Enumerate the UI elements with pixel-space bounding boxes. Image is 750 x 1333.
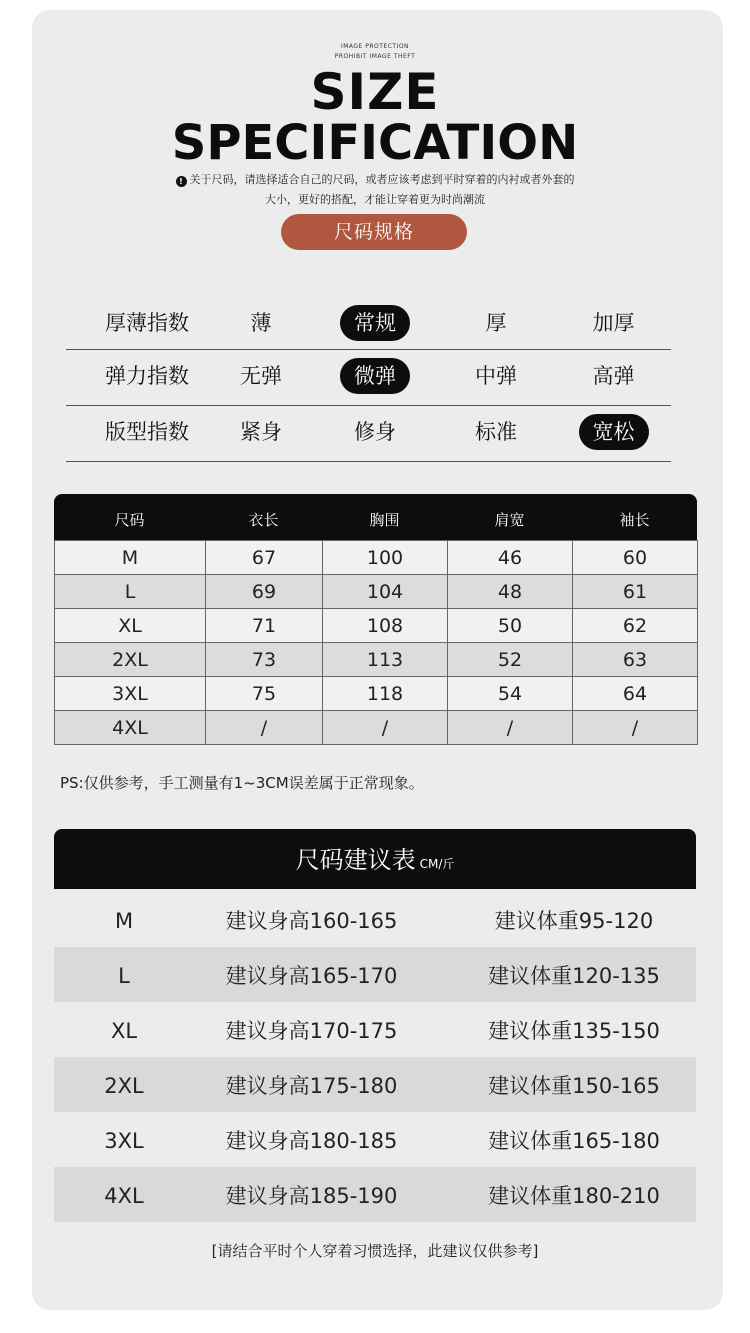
table-cell: 54 [448,677,573,710]
table-cell: 75 [206,677,323,710]
title-specification: SPECIFICATION [171,115,579,171]
index-option: 中弹 [475,364,517,388]
table-row [55,677,698,711]
table-cell: 建议身高160-165 [225,909,398,933]
size-table-header [54,494,697,540]
index-row-elasticity [66,350,671,406]
index-row-fit [66,406,671,462]
table-cell: 118 [323,677,448,710]
table-cell: 建议身高180-185 [225,1129,398,1153]
table-cell: 建议身高170-175 [225,1019,398,1043]
table-cell: 64 [573,677,698,710]
footer-note: [请结合平时个人穿着习惯选择，此建议仅供参考] [211,1242,539,1260]
index-option: 修身 [354,420,396,444]
table-row [54,947,696,1002]
table-cell: 建议体重95-120 [494,909,654,933]
table-row [54,1112,696,1167]
section-pill-size-spec: 尺码规格 [281,214,467,250]
table-cell: / [323,711,448,744]
column-header: 肩宽 [494,511,525,529]
table-cell: / [573,711,698,744]
index-option: 薄 [250,311,272,335]
recommend-table-header [54,829,696,889]
table-row [55,609,698,643]
recommend-title: 尺码建议表 [295,846,416,874]
table-cell: M [55,541,206,574]
table-cell: 63 [573,643,698,676]
table-cell: / [206,711,323,744]
table-cell: 3XL [104,1129,144,1153]
table-cell: 61 [573,575,698,608]
table-cell: L [55,575,206,608]
table-row [55,711,698,745]
image-protection-text [0,42,750,62]
table-row [54,1167,696,1222]
index-label: 厚薄指数 [105,311,189,335]
index-option: 无弹 [240,364,282,388]
recommend-table [54,892,696,1222]
table-cell: 104 [323,575,448,608]
table-cell: 4XL [104,1184,144,1208]
table-cell: 建议体重180-210 [488,1184,660,1208]
table-row [55,643,698,677]
table-cell: 建议体重120-135 [488,964,660,988]
table-cell: 建议体重165-180 [488,1129,660,1153]
index-option-selected: 微弹 [330,350,420,402]
table-cell: 建议体重150-165 [488,1074,660,1098]
table-row [55,541,698,575]
table-cell: XL [55,609,206,642]
table-cell: XL [110,1019,138,1043]
protect-line-1: IMAGE PROTECTION [340,43,410,50]
index-label: 弹力指数 [105,364,189,388]
table-cell: 建议身高185-190 [225,1184,398,1208]
table-cell: M [114,909,134,933]
title-size: SIZE [310,63,440,121]
table-row [54,1002,696,1057]
table-cell: 4XL [55,711,206,744]
table-cell: 100 [323,541,448,574]
index-option: 紧身 [240,420,282,444]
table-cell: 113 [323,643,448,676]
size-table [54,540,698,745]
table-cell: 108 [323,609,448,642]
ps-note: PS:仅供参考，手工测量有1~3CM误差属于正常现象。 [60,774,424,792]
table-cell: 建议身高175-180 [225,1074,398,1098]
table-cell: 2XL [104,1074,144,1098]
table-row [54,892,696,947]
table-cell: 73 [206,643,323,676]
table-row [55,575,698,609]
table-cell: 60 [573,541,698,574]
column-header: 袖长 [619,511,650,529]
table-cell: 52 [448,643,573,676]
index-option: 标准 [475,420,517,444]
index-option-selected: 常规 [330,297,420,349]
table-cell: 3XL [55,677,206,710]
table-cell: 48 [448,575,573,608]
index-option: 高弹 [592,364,635,388]
info-icon: ! [176,176,187,187]
table-cell: 69 [206,575,323,608]
recommend-unit: CM/斤 [419,857,455,871]
table-cell: 2XL [55,643,206,676]
fabric-indices [66,297,671,462]
size-note [120,170,630,210]
index-option-selected: 宽松 [566,406,661,458]
note-line-1: 关于尺码，请选择适合自己的尺码，或者应该考虑到平时穿着的内衬或者外套的 [189,173,575,186]
table-cell: 46 [448,541,573,574]
table-cell: 建议体重135-150 [488,1019,660,1043]
table-cell: 67 [206,541,323,574]
table-cell: 50 [448,609,573,642]
table-cell: 62 [573,609,698,642]
column-header: 尺码 [114,511,145,529]
note-line-2: 大小，更好的搭配，才能让穿着更为时尚潮流 [265,193,485,206]
index-option: 厚 [485,311,507,335]
protect-line-2: PROHIBIT IMAGE THEFT [334,53,416,60]
table-cell: / [448,711,573,744]
table-cell: 71 [206,609,323,642]
table-row [54,1057,696,1112]
index-row-thickness [66,297,671,350]
table-cell: 建议身高165-170 [225,964,398,988]
index-label: 版型指数 [105,420,189,444]
table-cell: L [118,964,130,988]
column-header: 衣长 [248,511,279,529]
index-option: 加厚 [592,311,635,335]
column-header: 胸围 [369,511,400,529]
